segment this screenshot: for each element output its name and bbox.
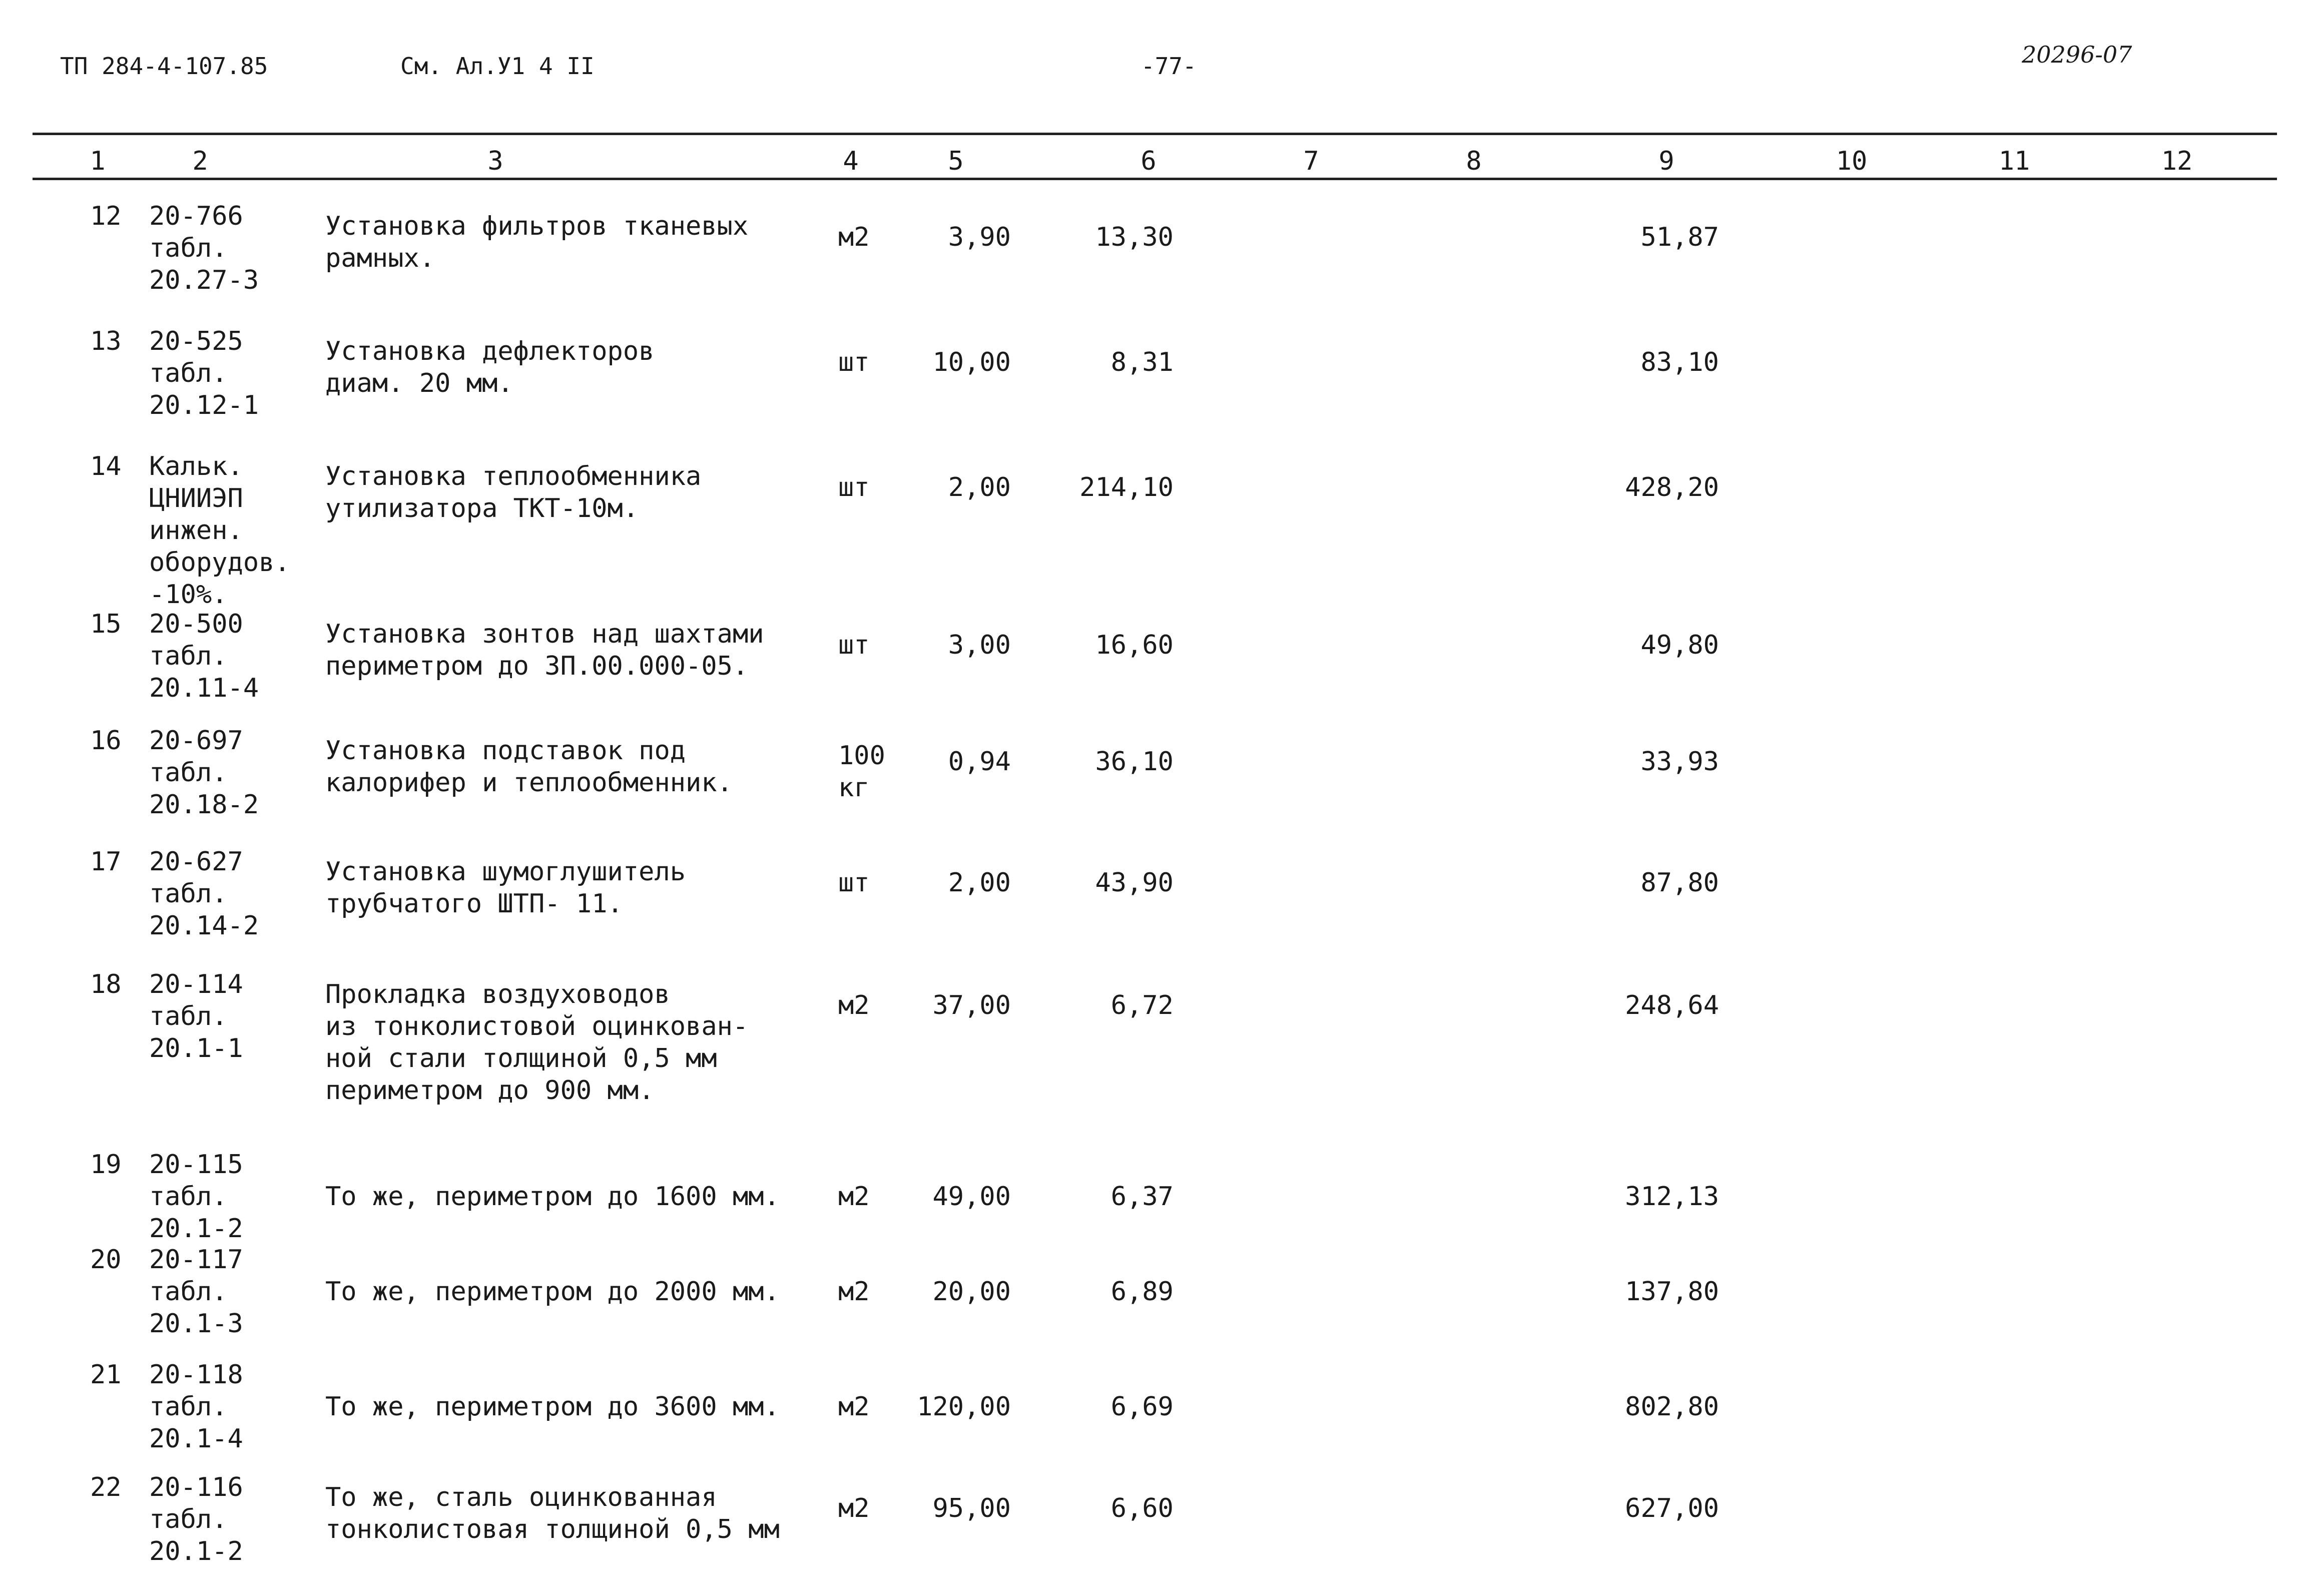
header-bottom-rule [33,178,2277,180]
work-name: Установка шумоглушитель трубчатого ШТП- 11. [325,857,686,919]
total-cost: 137,80 [1625,1277,1719,1307]
unit: шт [838,868,870,898]
column-number-3: 3 [487,146,503,176]
column-number-9: 9 [1658,146,1674,176]
total-cost: 51,87 [1640,222,1719,252]
unit: шт [838,630,870,660]
row-number: 21 [90,1360,122,1390]
quantity: 3,00 [948,630,1011,660]
unit-price: 8,31 [1110,347,1174,377]
work-name: Прокладка воздуховодов из тонколистовой оцинкован- ной стали толщиной 0,5 мм периметром до 900 мм. [325,979,749,1106]
row-number: 20 [90,1245,122,1275]
row-number: 19 [90,1150,122,1180]
inventory-number: 20296-07 [2022,41,2132,68]
quantity: 0,94 [948,747,1011,777]
total-cost: 428,20 [1625,472,1719,502]
unit-price: 6,72 [1110,990,1174,1020]
quantity: 10,00 [932,347,1011,377]
unit: м2 [838,990,870,1020]
work-name: Установка фильтров тканевых рамных. [325,211,749,273]
quantity: 120,00 [917,1392,1011,1422]
column-number-10: 10 [1836,146,1868,176]
row-number: 14 [90,451,122,481]
unit: м2 [838,1277,870,1307]
unit-price: 6,89 [1110,1277,1174,1307]
total-cost: 802,80 [1625,1392,1719,1422]
row-number: 15 [90,609,122,639]
unit-price: 214,10 [1079,472,1174,502]
rate-code: 20-118 табл. 20.1-4 [149,1360,243,1454]
doc-code: ТП 284-4-107.85 [60,53,268,80]
rate-code: 20-627 табл. 20.14-2 [149,847,259,941]
work-name: То же, периметром до 2000 мм. [325,1277,780,1307]
row-number: 16 [90,726,122,756]
rate-code: 20-766 табл. 20.27-3 [149,201,259,295]
rate-code: 20-115 табл. 20.1-2 [149,1150,243,1244]
quantity: 37,00 [932,990,1011,1020]
unit-price: 43,90 [1095,868,1174,898]
unit: шт [838,472,870,502]
unit-price: 6,60 [1110,1493,1174,1523]
unit: м2 [838,222,870,252]
work-name: Установка подставок под калорифер и теплообменник. [325,736,733,798]
rate-code: 20-117 табл. 20.1-3 [149,1245,243,1339]
total-cost: 49,80 [1640,630,1719,660]
total-cost: 87,80 [1640,868,1719,898]
quantity: 2,00 [948,868,1011,898]
work-name: Установка зонтов над шахтами периметром до 3П.00.000-05. [325,619,764,681]
column-number-1: 1 [90,146,106,176]
work-name: То же, периметром до 3600 мм. [325,1392,780,1422]
column-number-6: 6 [1140,146,1157,176]
unit-price: 6,37 [1110,1182,1174,1212]
work-name: То же, периметром до 1600 мм. [325,1182,780,1212]
row-number: 18 [90,969,122,999]
rate-code: 20-697 табл. 20.18-2 [149,726,259,820]
unit: 100 кг [838,741,885,803]
column-number-12: 12 [2161,146,2193,176]
rate-code: 20-116 табл. 20.1-2 [149,1472,243,1566]
column-number-4: 4 [843,146,859,176]
work-name: Установка теплообменника утилизатора ТКТ-10м. [325,461,702,523]
album-ref: См. Ал.У1 4 II [400,53,595,80]
rate-code: 20-525 табл. 20.12-1 [149,326,259,420]
quantity: 95,00 [932,1493,1011,1523]
row-number: 17 [90,847,122,877]
total-cost: 83,10 [1640,347,1719,377]
unit-price: 6,69 [1110,1392,1174,1422]
unit: м2 [838,1392,870,1422]
row-number: 22 [90,1472,122,1502]
quantity: 49,00 [932,1182,1011,1212]
column-number-2: 2 [192,146,208,176]
unit-price: 16,60 [1095,630,1174,660]
unit: шт [838,347,870,377]
unit-price: 36,10 [1095,747,1174,777]
quantity: 3,90 [948,222,1011,252]
table-top-rule [33,133,2277,135]
work-name: Установка дефлекторов диам. 20 мм. [325,336,655,398]
quantity: 20,00 [932,1277,1011,1307]
quantity: 2,00 [948,472,1011,502]
rate-code: 20-114 табл. 20.1-1 [149,969,243,1063]
total-cost: 627,00 [1625,1493,1719,1523]
page-number: -77- [1141,53,1197,80]
rate-code: 20-500 табл. 20.11-4 [149,609,259,703]
column-number-8: 8 [1466,146,1482,176]
total-cost: 33,93 [1640,747,1719,777]
work-name: То же, сталь оцинкованная тонколистовая толщиной 0,5 мм [325,1482,780,1544]
unit: м2 [838,1182,870,1212]
total-cost: 248,64 [1625,990,1719,1020]
unit-price: 13,30 [1095,222,1174,252]
row-number: 13 [90,326,122,356]
total-cost: 312,13 [1625,1182,1719,1212]
row-number: 12 [90,201,122,231]
rate-code: Кальк. ЦНИИЭП инжен. оборудов. -10%. [149,451,290,610]
unit: м2 [838,1493,870,1523]
column-number-11: 11 [1998,146,2030,176]
column-number-5: 5 [948,146,964,176]
column-number-7: 7 [1303,146,1319,176]
